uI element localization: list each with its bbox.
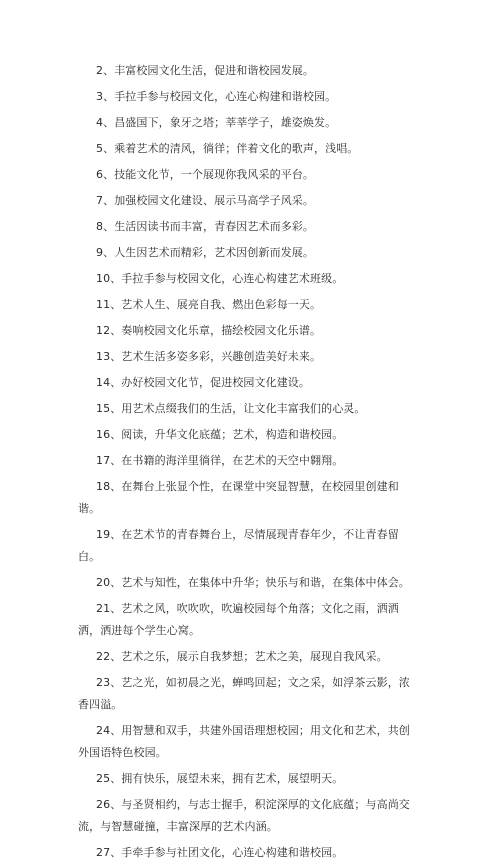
list-item: 6、技能文化节，一个展现你我风采的平台。 <box>96 168 314 181</box>
list-item: 2、丰富校园文化生活，促进和谐校园发展。 <box>96 64 314 77</box>
list-item: 12、奏响校园文化乐章，描绘校园文化乐谱。 <box>96 324 322 337</box>
slogan-list <box>78 60 418 868</box>
list-item: 25、拥有快乐，展望未来，拥有艺术，展望明天。 <box>96 772 344 785</box>
list-item: 13、艺术生活多姿多彩，兴趣创造美好未来。 <box>96 350 322 363</box>
list-item: 11、艺术人生、展亮自我、燃出色彩每一天。 <box>96 298 322 311</box>
list-item: 21、艺术之风，吹吹吹，吹遍校园每个角落；文化之雨，洒洒洒，洒进每个学生心窝。 <box>78 602 399 637</box>
list-item: 4、昌盛国下，象牙之塔；莘莘学子，雄姿焕发。 <box>96 116 337 129</box>
list-item: 3、手拉手参与校园文化，心连心构建和谐校园。 <box>96 90 337 103</box>
list-item: 24、用智慧和双手，共建外国语理想校园；用文化和艺术，共创外国语特色校园。 <box>78 724 410 759</box>
list-item: 16、阅读，升华文化底蕴；艺术，构造和谐校园。 <box>96 428 344 441</box>
list-item: 20、艺术与知性，在集体中升华；快乐与和谐，在集体中体会。 <box>96 576 410 589</box>
list-item: 7、加强校园文化建设、展示马高学子风采。 <box>96 194 314 207</box>
list-item: 14、办好校园文化节，促进校园文化建设。 <box>96 376 310 389</box>
list-item: 19、在艺术节的青春舞台上，尽情展现青春年少，不让青春留白。 <box>78 528 399 563</box>
list-item: 9、人生因艺术而精彩，艺术因创新而发展。 <box>96 246 314 259</box>
list-item: 17、在书籍的海洋里徜徉，在艺术的天空中翱翔。 <box>96 454 344 467</box>
list-item: 5、乘着艺术的清风，徜徉；伴着文化的歌声，浅唱。 <box>96 142 359 155</box>
list-item: 18、在舞台上张显个性，在课堂中突显智慧，在校园里创建和谐。 <box>78 480 399 515</box>
list-item: 10、手拉手参与校园文化，心连心构建艺术班级。 <box>96 272 344 285</box>
list-item: 23、艺之光，如初晨之光，蝉鸣回起；文之采，如浮茶云影，浓香四溢。 <box>78 676 410 711</box>
list-item: 26、与圣贤相约，与志士握手，积淀深厚的文化底蕴；与高尚交流，与智慧碰撞，丰富深厚的艺术内涵。 <box>78 798 410 833</box>
list-item: 15、用艺术点缀我们的生活，让文化丰富我们的心灵。 <box>96 402 366 415</box>
list-item: 27、手牵手参与社团文化，心连心构建和谐校园。 <box>96 846 344 859</box>
list-item: 8、生活因读书而丰富，青春因艺术而多彩。 <box>96 220 314 233</box>
list-item: 22、艺术之乐，展示自我梦想；艺术之美，展现自我风采。 <box>96 650 388 663</box>
